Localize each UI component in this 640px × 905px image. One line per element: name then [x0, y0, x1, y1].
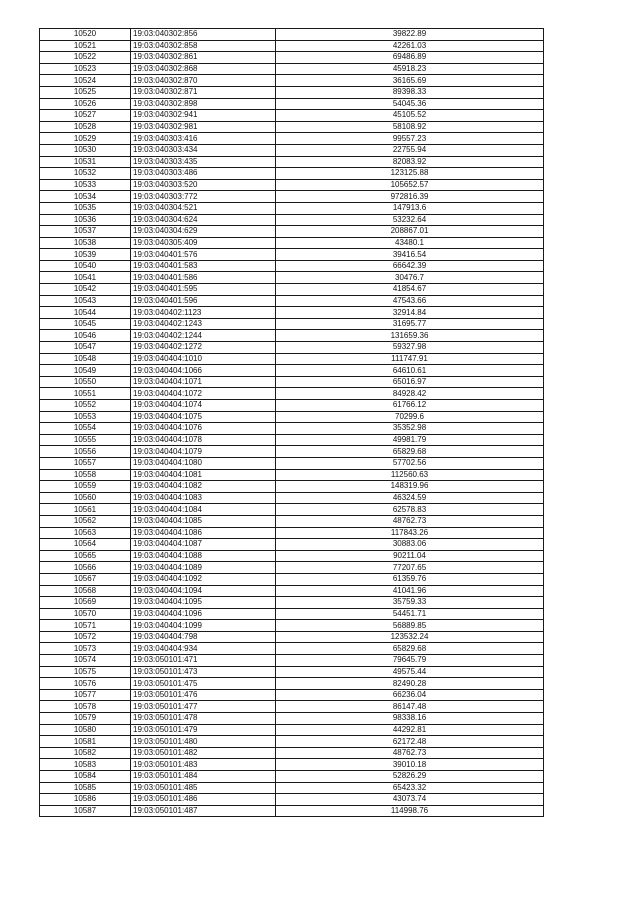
row-number-cell: 10567 [40, 573, 131, 585]
table-row [40, 562, 544, 574]
cadastral-code-cell: 19:03:040404:1074 [131, 400, 276, 412]
row-number-cell: 10563 [40, 527, 131, 539]
amount-cell: 148319.96 [276, 481, 544, 493]
row-number-cell: 10526 [40, 98, 131, 110]
cadastral-code-cell: 19:03:040404:1082 [131, 481, 276, 493]
amount-cell: 43073.74 [276, 794, 544, 806]
row-number-cell: 10555 [40, 434, 131, 446]
table-body [40, 29, 544, 817]
amount-cell: 49981.79 [276, 434, 544, 446]
amount-cell: 77207.65 [276, 562, 544, 574]
cadastral-code-cell: 19:03:050101:471 [131, 655, 276, 667]
row-number-cell: 10558 [40, 469, 131, 481]
table-row [40, 573, 544, 585]
amount-cell: 61359.76 [276, 573, 544, 585]
row-number-cell: 10536 [40, 214, 131, 226]
row-number-cell: 10522 [40, 52, 131, 64]
row-number-cell: 10556 [40, 446, 131, 458]
amount-cell: 64610.61 [276, 365, 544, 377]
amount-cell: 69486.89 [276, 52, 544, 64]
row-number-cell: 10574 [40, 655, 131, 667]
table-row [40, 411, 544, 423]
cadastral-code-cell: 19:03:040404:1089 [131, 562, 276, 574]
cadastral-code-cell: 19:03:050101:480 [131, 736, 276, 748]
row-number-cell: 10576 [40, 678, 131, 690]
row-number-cell: 10523 [40, 63, 131, 75]
row-number-cell: 10546 [40, 330, 131, 342]
row-number-cell: 10573 [40, 643, 131, 655]
table-row [40, 156, 544, 168]
row-number-cell: 10586 [40, 794, 131, 806]
amount-cell: 36165.69 [276, 75, 544, 87]
table-row [40, 63, 544, 75]
table-row [40, 353, 544, 365]
cadastral-code-cell: 19:03:040303:486 [131, 168, 276, 180]
table-row [40, 330, 544, 342]
table-row [40, 133, 544, 145]
amount-cell: 65423.32 [276, 782, 544, 794]
amount-cell: 54451.71 [276, 608, 544, 620]
amount-cell: 98338.16 [276, 713, 544, 725]
row-number-cell: 10569 [40, 597, 131, 609]
row-number-cell: 10561 [40, 504, 131, 516]
row-number-cell: 10587 [40, 805, 131, 817]
table-row [40, 655, 544, 667]
amount-cell: 46324.59 [276, 492, 544, 504]
row-number-cell: 10524 [40, 75, 131, 87]
row-number-cell: 10549 [40, 365, 131, 377]
cadastral-code-cell: 19:03:040302:941 [131, 110, 276, 122]
cadastral-code-cell: 19:03:040404:1080 [131, 457, 276, 469]
cadastral-code-cell: 19:03:040404:934 [131, 643, 276, 655]
cadastral-code-cell: 19:03:040404:1081 [131, 469, 276, 481]
table-row [40, 492, 544, 504]
table-row [40, 481, 544, 493]
table-row [40, 666, 544, 678]
table-row [40, 98, 544, 110]
cadastral-code-cell: 19:03:050101:476 [131, 689, 276, 701]
amount-cell: 42261.03 [276, 40, 544, 52]
row-number-cell: 10578 [40, 701, 131, 713]
table-row [40, 504, 544, 516]
amount-cell: 89398.33 [276, 86, 544, 98]
table-row [40, 29, 544, 41]
amount-cell: 66642.39 [276, 260, 544, 272]
table-row [40, 295, 544, 307]
row-number-cell: 10554 [40, 423, 131, 435]
table-row [40, 318, 544, 330]
row-number-cell: 10530 [40, 144, 131, 156]
row-number-cell: 10521 [40, 40, 131, 52]
amount-cell: 41854.67 [276, 284, 544, 296]
cadastral-code-cell: 19:03:040304:629 [131, 226, 276, 238]
cadastral-code-cell: 19:03:040302:861 [131, 52, 276, 64]
row-number-cell: 10560 [40, 492, 131, 504]
table-row [40, 237, 544, 249]
row-number-cell: 10583 [40, 759, 131, 771]
amount-cell: 65829.68 [276, 446, 544, 458]
cadastral-code-cell: 19:03:040404:1095 [131, 597, 276, 609]
amount-cell: 49575.44 [276, 666, 544, 678]
row-number-cell: 10571 [40, 620, 131, 632]
amount-cell: 45105.52 [276, 110, 544, 122]
amount-cell: 62172.48 [276, 736, 544, 748]
amount-cell: 105652.57 [276, 179, 544, 191]
row-number-cell: 10570 [40, 608, 131, 620]
row-number-cell: 10559 [40, 481, 131, 493]
row-number-cell: 10577 [40, 689, 131, 701]
row-number-cell: 10564 [40, 539, 131, 551]
cadastral-code-cell: 19:03:040401:583 [131, 260, 276, 272]
amount-cell: 39822.89 [276, 29, 544, 41]
table-row [40, 75, 544, 87]
amount-cell: 65829.68 [276, 643, 544, 655]
table-row [40, 724, 544, 736]
table-row [40, 168, 544, 180]
table-row [40, 597, 544, 609]
table-row [40, 701, 544, 713]
row-number-cell: 10579 [40, 713, 131, 725]
amount-cell: 32914.84 [276, 307, 544, 319]
cadastral-code-cell: 19:03:040404:1072 [131, 388, 276, 400]
amount-cell: 39010.18 [276, 759, 544, 771]
row-number-cell: 10550 [40, 376, 131, 388]
table-row [40, 400, 544, 412]
amount-cell: 47543.66 [276, 295, 544, 307]
amount-cell: 62578.83 [276, 504, 544, 516]
row-number-cell: 10534 [40, 191, 131, 203]
row-number-cell: 10520 [40, 29, 131, 41]
cadastral-code-cell: 19:03:050101:486 [131, 794, 276, 806]
amount-cell: 56889.85 [276, 620, 544, 632]
table-row [40, 608, 544, 620]
amount-cell: 45918.23 [276, 63, 544, 75]
amount-cell: 59327.98 [276, 342, 544, 354]
table-row [40, 678, 544, 690]
row-number-cell: 10531 [40, 156, 131, 168]
table-row [40, 457, 544, 469]
table-row [40, 539, 544, 551]
table-row [40, 376, 544, 388]
row-number-cell: 10528 [40, 121, 131, 133]
amount-cell: 44292.81 [276, 724, 544, 736]
amount-cell: 22755.94 [276, 144, 544, 156]
row-number-cell: 10547 [40, 342, 131, 354]
row-number-cell: 10552 [40, 400, 131, 412]
table-row [40, 771, 544, 783]
cadastral-code-cell: 19:03:040304:624 [131, 214, 276, 226]
row-number-cell: 10529 [40, 133, 131, 145]
row-number-cell: 10548 [40, 353, 131, 365]
table-row [40, 260, 544, 272]
cadastral-code-cell: 19:03:040401:586 [131, 272, 276, 284]
table-row [40, 585, 544, 597]
cadastral-code-cell: 19:03:040404:1085 [131, 515, 276, 527]
table-row [40, 620, 544, 632]
table-row [40, 805, 544, 817]
row-number-cell: 10582 [40, 747, 131, 759]
row-number-cell: 10545 [40, 318, 131, 330]
cadastral-code-cell: 19:03:050101:483 [131, 759, 276, 771]
amount-cell: 66236.04 [276, 689, 544, 701]
amount-cell: 123532.24 [276, 631, 544, 643]
table-row [40, 249, 544, 261]
cadastral-code-cell: 19:03:040404:1010 [131, 353, 276, 365]
cadastral-code-cell: 19:03:040404:1075 [131, 411, 276, 423]
amount-cell: 48762.73 [276, 747, 544, 759]
amount-cell: 147913.6 [276, 202, 544, 214]
row-number-cell: 10584 [40, 771, 131, 783]
row-number-cell: 10557 [40, 457, 131, 469]
row-number-cell: 10585 [40, 782, 131, 794]
table-row [40, 86, 544, 98]
cadastral-code-cell: 19:03:040402:1272 [131, 342, 276, 354]
table-row [40, 40, 544, 52]
table-row [40, 202, 544, 214]
row-number-cell: 10562 [40, 515, 131, 527]
cadastral-code-cell: 19:03:040404:1079 [131, 446, 276, 458]
row-number-cell: 10581 [40, 736, 131, 748]
row-number-cell: 10541 [40, 272, 131, 284]
row-number-cell: 10553 [40, 411, 131, 423]
table-row [40, 423, 544, 435]
table-row [40, 388, 544, 400]
cadastral-code-cell: 19:03:040303:416 [131, 133, 276, 145]
cadastral-code-cell: 19:03:040302:898 [131, 98, 276, 110]
cadastral-code-cell: 19:03:050101:487 [131, 805, 276, 817]
cadastral-code-cell: 19:03:040302:870 [131, 75, 276, 87]
row-number-cell: 10532 [40, 168, 131, 180]
cadastral-code-cell: 19:03:040401:596 [131, 295, 276, 307]
amount-cell: 41041.96 [276, 585, 544, 597]
table-row [40, 434, 544, 446]
cadastral-code-cell: 19:03:040404:1083 [131, 492, 276, 504]
table-row [40, 214, 544, 226]
table-row [40, 365, 544, 377]
amount-cell: 82083.92 [276, 156, 544, 168]
cadastral-code-cell: 19:03:040404:1099 [131, 620, 276, 632]
table-row [40, 713, 544, 725]
cadastral-code-cell: 19:03:040303:434 [131, 144, 276, 156]
row-number-cell: 10543 [40, 295, 131, 307]
row-number-cell: 10568 [40, 585, 131, 597]
cadastral-code-cell: 19:03:040302:871 [131, 86, 276, 98]
cadastral-code-cell: 19:03:040404:1078 [131, 434, 276, 446]
table-row [40, 342, 544, 354]
amount-cell: 114998.76 [276, 805, 544, 817]
amount-cell: 54045.36 [276, 98, 544, 110]
cadastral-code-cell: 19:03:040302:981 [131, 121, 276, 133]
cadastral-code-cell: 19:03:050101:473 [131, 666, 276, 678]
amount-cell: 65016.97 [276, 376, 544, 388]
row-number-cell: 10540 [40, 260, 131, 272]
row-number-cell: 10535 [40, 202, 131, 214]
cadastral-code-cell: 19:03:040303:435 [131, 156, 276, 168]
row-number-cell: 10572 [40, 631, 131, 643]
cadastral-code-cell: 19:03:050101:477 [131, 701, 276, 713]
cadastral-code-cell: 19:03:040305:409 [131, 237, 276, 249]
amount-cell: 48762.73 [276, 515, 544, 527]
table-row [40, 736, 544, 748]
cadastral-code-cell: 19:03:040303:520 [131, 179, 276, 191]
table-row [40, 307, 544, 319]
cadastral-code-cell: 19:03:050101:479 [131, 724, 276, 736]
amount-cell: 35759.33 [276, 597, 544, 609]
table-row [40, 284, 544, 296]
amount-cell: 123125.88 [276, 168, 544, 180]
table-row [40, 446, 544, 458]
table-row [40, 782, 544, 794]
cadastral-code-cell: 19:03:040404:798 [131, 631, 276, 643]
cadastral-code-cell: 19:03:040404:1092 [131, 573, 276, 585]
row-number-cell: 10527 [40, 110, 131, 122]
row-number-cell: 10544 [40, 307, 131, 319]
cadastral-code-cell: 19:03:040404:1088 [131, 550, 276, 562]
table-row [40, 759, 544, 771]
cadastral-code-cell: 19:03:050101:485 [131, 782, 276, 794]
cadastral-code-cell: 19:03:040302:868 [131, 63, 276, 75]
cadastral-code-cell: 19:03:040404:1087 [131, 539, 276, 551]
table-row [40, 110, 544, 122]
amount-cell: 84928.42 [276, 388, 544, 400]
table-row [40, 689, 544, 701]
amount-cell: 52826.29 [276, 771, 544, 783]
table-row [40, 747, 544, 759]
row-number-cell: 10533 [40, 179, 131, 191]
table-row [40, 643, 544, 655]
row-number-cell: 10538 [40, 237, 131, 249]
table-row [40, 527, 544, 539]
cadastral-code-cell: 19:03:040404:1086 [131, 527, 276, 539]
row-number-cell: 10566 [40, 562, 131, 574]
cadastral-code-cell: 19:03:040404:1076 [131, 423, 276, 435]
amount-cell: 117843.26 [276, 527, 544, 539]
amount-cell: 70299.6 [276, 411, 544, 423]
table-row [40, 550, 544, 562]
cadastral-code-cell: 19:03:040401:595 [131, 284, 276, 296]
table-row [40, 515, 544, 527]
cadastral-code-cell: 19:03:040304:521 [131, 202, 276, 214]
data-table [39, 28, 544, 817]
row-number-cell: 10551 [40, 388, 131, 400]
amount-cell: 972816.39 [276, 191, 544, 203]
amount-cell: 90211.04 [276, 550, 544, 562]
table-row [40, 179, 544, 191]
row-number-cell: 10539 [40, 249, 131, 261]
cadastral-code-cell: 19:03:050101:478 [131, 713, 276, 725]
cadastral-code-cell: 19:03:040404:1094 [131, 585, 276, 597]
cadastral-code-cell: 19:03:050101:475 [131, 678, 276, 690]
cadastral-code-cell: 19:03:050101:484 [131, 771, 276, 783]
row-number-cell: 10565 [40, 550, 131, 562]
cadastral-code-cell: 19:03:050101:482 [131, 747, 276, 759]
amount-cell: 30476.7 [276, 272, 544, 284]
table-row [40, 469, 544, 481]
amount-cell: 86147.48 [276, 701, 544, 713]
amount-cell: 208867.01 [276, 226, 544, 238]
cadastral-code-cell: 19:03:040302:856 [131, 29, 276, 41]
cadastral-code-cell: 19:03:040402:1123 [131, 307, 276, 319]
amount-cell: 61766.12 [276, 400, 544, 412]
amount-cell: 112560.63 [276, 469, 544, 481]
cadastral-code-cell: 19:03:040302:858 [131, 40, 276, 52]
row-number-cell: 10525 [40, 86, 131, 98]
amount-cell: 39416.54 [276, 249, 544, 261]
table-row [40, 794, 544, 806]
row-number-cell: 10537 [40, 226, 131, 238]
amount-cell: 82490.28 [276, 678, 544, 690]
cadastral-code-cell: 19:03:040401:576 [131, 249, 276, 261]
amount-cell: 57702.56 [276, 457, 544, 469]
table-row [40, 191, 544, 203]
amount-cell: 79645.79 [276, 655, 544, 667]
table-row [40, 226, 544, 238]
table-row [40, 52, 544, 64]
cadastral-code-cell: 19:03:040402:1243 [131, 318, 276, 330]
amount-cell: 43480.1 [276, 237, 544, 249]
cadastral-code-cell: 19:03:040404:1096 [131, 608, 276, 620]
amount-cell: 35352.98 [276, 423, 544, 435]
amount-cell: 31695.77 [276, 318, 544, 330]
amount-cell: 111747.91 [276, 353, 544, 365]
cadastral-code-cell: 19:03:040404:1084 [131, 504, 276, 516]
amount-cell: 58108.92 [276, 121, 544, 133]
amount-cell: 30883.06 [276, 539, 544, 551]
amount-cell: 131659.36 [276, 330, 544, 342]
table-row [40, 121, 544, 133]
table-row [40, 272, 544, 284]
table-row [40, 631, 544, 643]
cadastral-code-cell: 19:03:040404:1066 [131, 365, 276, 377]
table-row [40, 144, 544, 156]
amount-cell: 53232.64 [276, 214, 544, 226]
row-number-cell: 10575 [40, 666, 131, 678]
row-number-cell: 10580 [40, 724, 131, 736]
cadastral-code-cell: 19:03:040402:1244 [131, 330, 276, 342]
cadastral-code-cell: 19:03:040303:772 [131, 191, 276, 203]
cadastral-code-cell: 19:03:040404:1071 [131, 376, 276, 388]
row-number-cell: 10542 [40, 284, 131, 296]
amount-cell: 99557.23 [276, 133, 544, 145]
